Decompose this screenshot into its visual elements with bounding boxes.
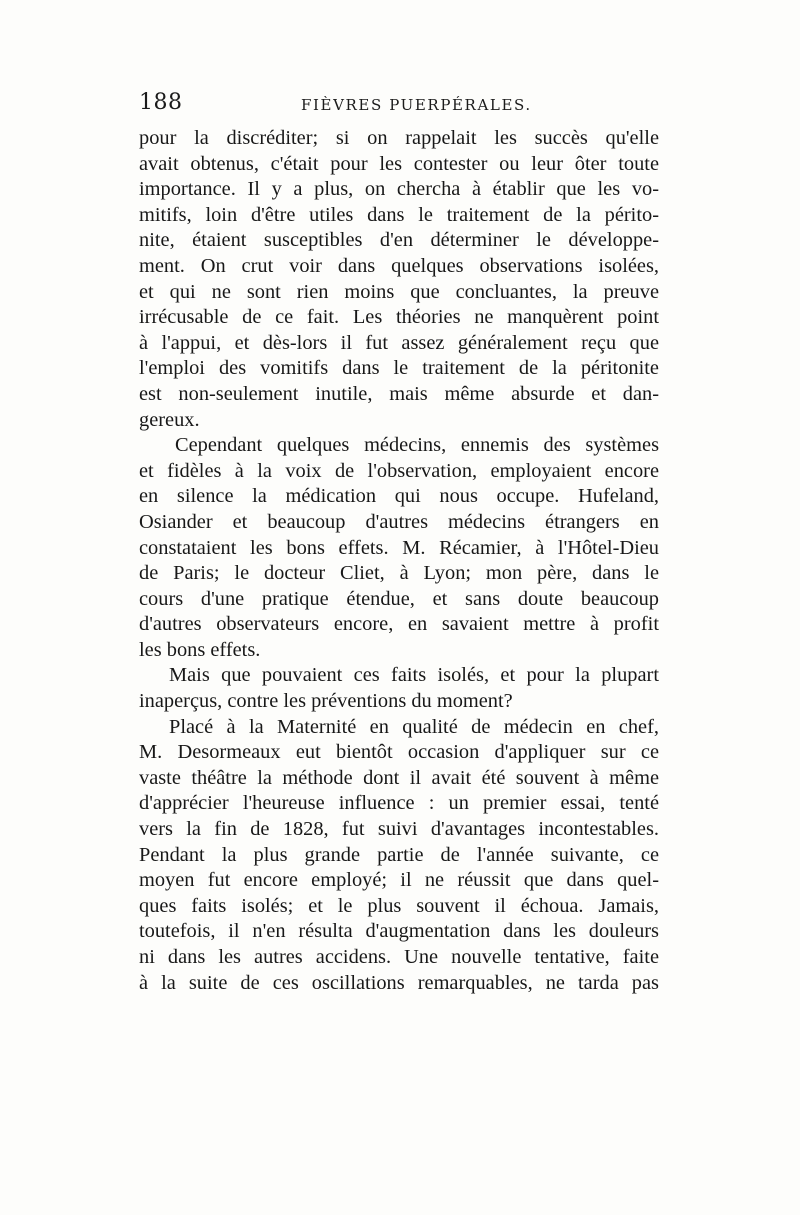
- text-line: les bons effets.: [139, 638, 261, 661]
- paragraph-start-line: Cependant quelques médecins, ennemis des systèmes: [175, 434, 659, 457]
- text-line: et qui ne sont rien moins que concluantes, la preuve: [139, 280, 659, 303]
- text-line: vaste théâtre la méthode dont il avait été souvent à même: [139, 766, 659, 789]
- text-line: gereux.: [139, 408, 200, 431]
- text-line: pour la discréditer; si on rappelait les succès qu'elle: [139, 127, 659, 149]
- text-line: nite, étaient susceptibles d'en déterminer le développe-: [139, 229, 659, 252]
- page-number: 188: [139, 90, 183, 115]
- text-line: ni dans les autres accidens. Une nouvelle tentative, faite: [139, 946, 659, 968]
- text-line: vers la fin de 1828, fut suivi d'avantages incontestables.: [139, 818, 659, 841]
- text-line: de Paris; le docteur Cliet, à Lyon; mon père, dans le: [139, 562, 659, 585]
- text-line: moyen fut encore employé; il ne réussit que dans quel-: [139, 869, 659, 892]
- text-line: l'emploi des vomitifs dans le traitement de la péritonite: [139, 357, 659, 380]
- text-line: mitifs, loin d'être utiles dans le traitement de la périto-: [139, 203, 659, 226]
- text-line: d'apprécier l'heureuse influence : un premier essai, tenté: [139, 792, 659, 815]
- text-line: Pendant la plus grande partie de l'année suivante, ce: [139, 843, 659, 866]
- paragraph-start-line: Placé à la Maternité en qualité de médecin en chef,: [169, 715, 659, 738]
- text-line: d'autres observateurs encore, en savaient mettre à profit: [139, 613, 659, 636]
- body-text: [139, 126, 659, 996]
- text-line: constataient les bons effets. M. Récamier, à l'Hôtel-Dieu: [139, 536, 659, 559]
- text-line: importance. Il y a plus, on chercha à établir que les vo-: [139, 178, 659, 201]
- text-line: avait obtenus, c'était pour les contester ou leur ôter toute: [139, 152, 659, 175]
- page-header: [139, 88, 659, 122]
- text-line: irrécusable de ce fait. Les théories ne manquèrent point: [139, 306, 659, 329]
- text-line: en silence la médication qui nous occupe. Hufeland,: [139, 485, 659, 508]
- text-line: toutefois, il n'en résulta d'augmentation dans les douleurs: [139, 920, 659, 943]
- running-title: FIÈVRES PUERPÉRALES.: [301, 96, 532, 114]
- text-line: à l'appui, et dès-lors il fut assez généralement reçu que: [139, 331, 659, 354]
- text-line: M. Desormeaux eut bientôt occasion d'appliquer sur ce: [139, 741, 659, 764]
- text-line: et fidèles à la voix de l'observation, employaient encore: [139, 459, 659, 482]
- text-line: Osiander et beaucoup d'autres médecins étrangers en: [139, 510, 659, 533]
- paragraph-start-line: Mais que pouvaient ces faits isolés, et pour la plupart: [169, 664, 659, 687]
- text-line: à la suite de ces oscillations remarquables, ne tarda pas: [139, 971, 659, 994]
- text-line: cours d'une pratique étendue, et sans doute beaucoup: [139, 587, 659, 610]
- text-line: inaperçus, contre les préventions du moment?: [139, 690, 513, 713]
- text-line: est non-seulement inutile, mais même absurde et dan-: [139, 382, 659, 405]
- text-line: ques faits isolés; et le plus souvent il échoua. Jamais,: [139, 894, 659, 917]
- text-line: ment. On crut voir dans quelques observations isolées,: [139, 254, 659, 277]
